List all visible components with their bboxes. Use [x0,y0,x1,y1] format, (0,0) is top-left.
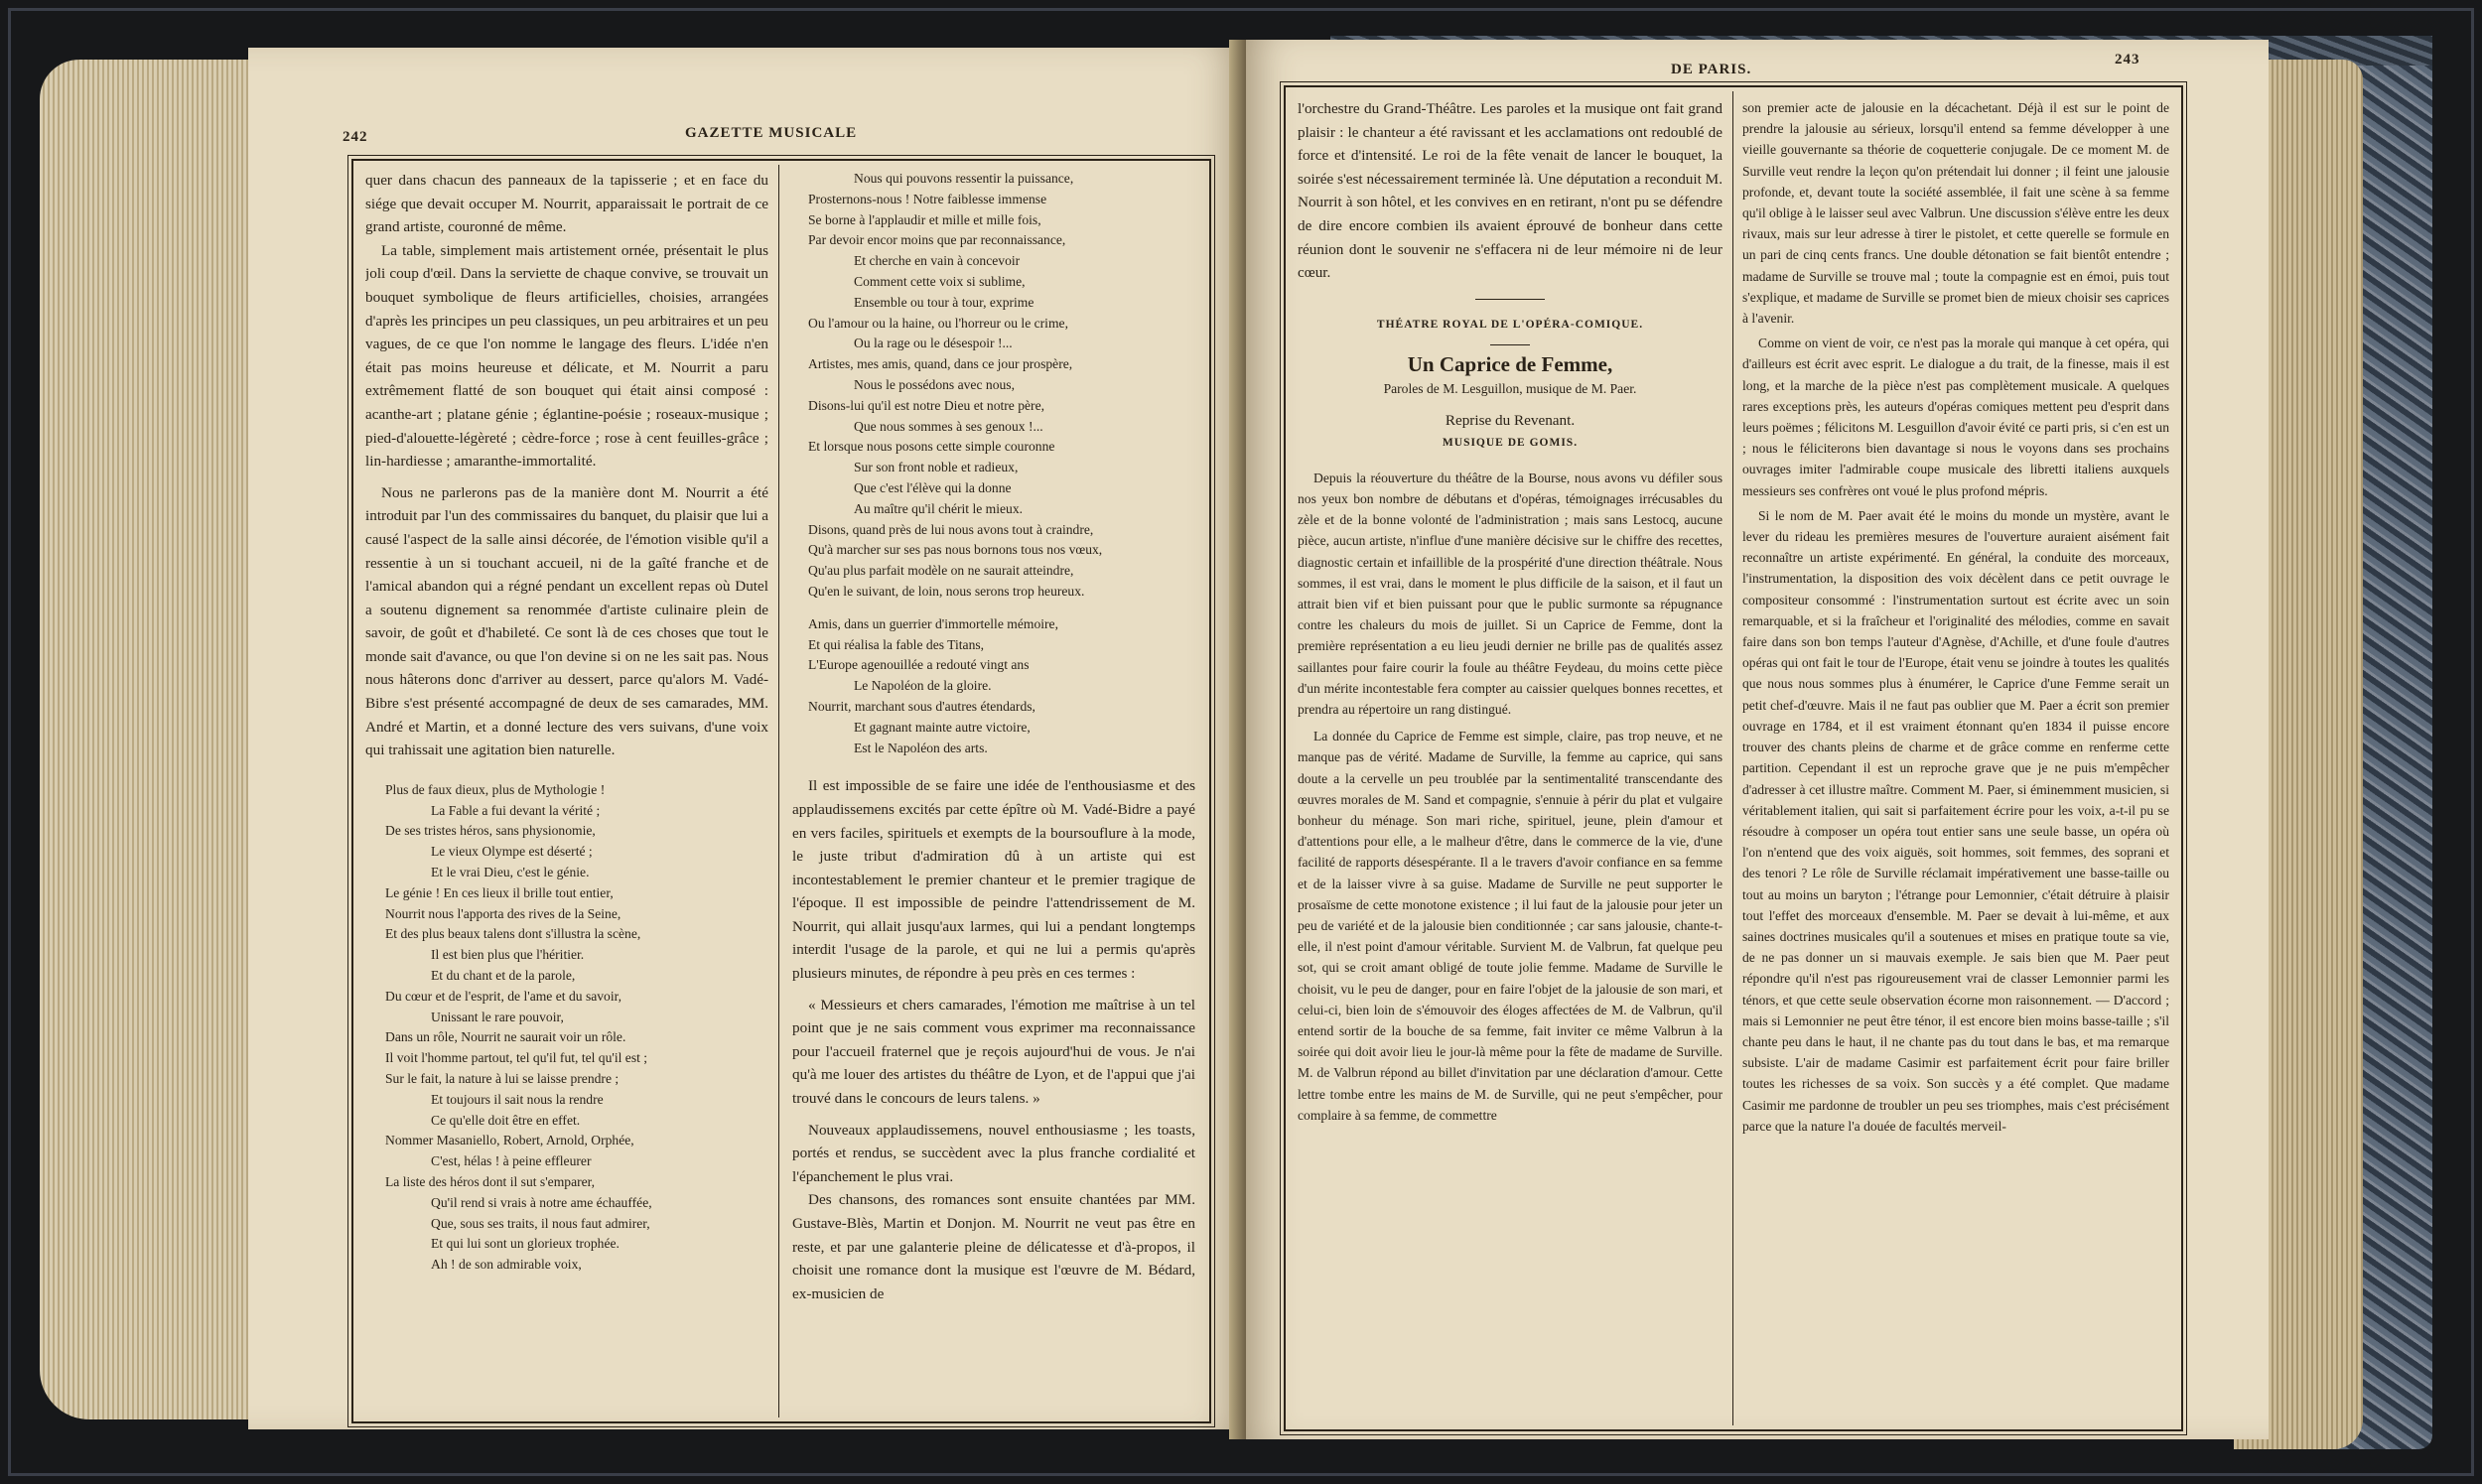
verse-line: Ou l'amour ou la haine, ou l'horreur ou le crime, [808,315,1068,331]
verse-line: Qu'à marcher sur ses pas nous bornons tous nos vœux, [808,542,1103,558]
separator-rule [1490,344,1530,345]
verse-line: Par devoir encor moins que par reconnaissance, [808,232,1066,248]
verse-line: Disons, quand près de lui nous avons tout à craindre, [808,521,1094,537]
verse-line: Et des plus beaux talens dont s'illustra la scène, [385,926,641,942]
verse-line: Nous le possédons avec nous, [854,376,1015,392]
verse-line: Dans un rôle, Nourrit ne saurait voir un rôle. [385,1029,626,1045]
theatre-heading: THÉATRE ROYAL DE L'OPÉRA-COMIQUE. [1376,318,1644,331]
verse-line: Qu'en le suivant, de loin, nous serons trop heureux. [808,583,1085,599]
right-running-head: DE PARIS. [1671,62,1752,77]
paragraph: Si le nom de M. Paer avait été le moins du monde un mystère, avant le lever du rideau les premières mesures de l'ouverture auraient aisément fait reconnaître un artiste expérimenté. En général, la conduite des morceaux, l'instrumentation, la disposition des voix décèlent dans ce petit ouvrage le compositeur consommé : l'instrumentation surtout est écrite avec un soin remarquable, et si la fraîcheur et l'originalité des mélodies, comme en savait faire dans son bon temps l'auteur d'Agnèse, d'Achille, et d'une foule d'autres opéras qui ont fait le tour de l'Europe, était venu se joindre à toutes les qualités que nous nous sommes plus à énumérer, le Caprice d'une Femme serait un petit chef-d'œuvre. Mais il ne faut pas oublier que M. Paer a écrit son premier ouvrage en 1784, et il est vraiment étonnant qu'en 1834 il puisse encore trouver des chants pleins de charme et de grâce comme en renferme cette partition. Cependant il est un reproche grave que je ne puis m'empêcher d'adresser à cet illustre maître. Comment M. Paer, si éminemment musicien, si véritablement italien, qui sait si parfaitement écrire pour les voix, a-t-il pu se résoudre à composer un opéra tout entier sans une seule basse, un opéra où l'on n'entend que des voix aiguës, soit hommes, soit femmes, des soprani et des tenori ? Le rôle de Surville réclamait impérativement une basse-taille ou tout au moins un baryton ; l'étrange pour Lemonnier, c'était détruire à plaisir tout l'effet des morceaux d'ensemble. M. Paer se devait à lui-même, et aux saines doctrines musicales qu'il a soutenues et mises en pratique toute sa vie, de ne pas donner un si mauvais exemple. Je sais bien que M. Paer peut répondre qu'il n'est pas rigoureusement vrai de classer Lemonnier parmi les ténors, et que cette seule observation écorne mon raisonnement. — D'accord ; mais si Lemonnier ne peut être ténor, il est encore bien moins basse-taille ; s'il chante peu dans le haut, il ne chante pas du tout dans le bas, et ma remarque subsiste. L'air de madame Casimir est parfaitement écrit pour faire briller toutes les richesses de sa voix. Son succès y a été complet. Que madame Casimir me pardonne de troubler un peu ses triomphes, mais c'est précisément parce que la nature l'a douée de facultés merveil- [1742,507,2169,1134]
right-column-rule [1732,91,1733,1425]
verse-line: Et toujours il sait nous la rendre [431,1091,604,1107]
verse-line: Sur le fait, la nature à lui se laisse prendre ; [385,1071,620,1086]
verse-line: Le vieux Olympe est déserté ; [431,844,593,860]
poem-part-3 [792,614,1195,759]
revenant-music: MUSIQUE DE GOMIS. [1442,437,1579,450]
verse-line: Sur son front noble et radieux, [854,460,1019,475]
left-page-number: 242 [343,129,368,145]
verse-line: Et cherche en vain à concevoir [854,253,1021,269]
verse-line: Au maître qu'il chérit le mieux. [854,500,1024,516]
verse-line: Nous qui pouvons ressentir la puissance, [854,171,1074,186]
verse-line: Se borne à l'applaudir et mille et mille fois, [808,211,1041,227]
verse-line: Le Napoléon de la gloire. [854,678,992,694]
verse-line: Il est bien plus que l'héritier. [431,947,585,963]
verse-line: Nourrit, marchant sous d'autres étendards, [808,698,1035,714]
left-column-2 [792,169,1195,1416]
verse-line: Prosternons-nous ! Notre faiblesse immense [808,191,1047,206]
verse-line: Et le vrai Dieu, c'est le génie. [431,865,590,880]
verse-line: Et gagnant mainte autre victoire, [854,719,1031,735]
play-title: Un Caprice de Femme, [1407,352,1613,377]
left-column-rule [778,165,779,1417]
verse-line: Qu'il rend si vrais à notre ame échauffée, [431,1194,652,1210]
verse-line: Qu'au plus parfait modèle on ne saurait atteindre, [808,563,1074,579]
verse-line: Amis, dans un guerrier d'immortelle mémoire, [808,615,1058,631]
paragraph: l'orchestre du Grand-Théâtre. Les paroles et la musique ont fait grand plaisir : le chanteur a été ravissant et les acclamations ont redoublé de force et d'intensité. Le roi de la fête venait de lancer le bouquet, la soirée s'est nécessairement terminée là. Une députation a reconduit M. Nourrit à son hôtel, et les convives en en retirant, n'ont pu se défendre de dire encore combien ils avaient éprouvé de bonheur dans cette réunion dont le souvenir ne s'effacera ni de leur mémoire ni de leur cœur. [1298,100,1723,282]
play-credits: Paroles de M. Lesguillon, musique de M. Paer. [1383,380,1637,396]
paragraph: La donnée du Caprice de Femme est simple, claire, pas trop neuve, et ne manque pas de vérité. Madame de Surville, la femme au caprice, qui sans doute a la cervelle un peu troublée par la sentimentalité transcendante des œuvres morales de M. Sand et compagnie, s'ennuie à périr du plat et vulgaire bonheur du ménage. Son mari riche, spirituel, jeune, plein d'amour et d'attentions pour elle, a le malheur d'être, dans le commerce de la vie, d'une facilité de rapports désespérante. Il a le travers d'avoir confiance en sa femme et de la laisser vivre à sa guise. Madame de Surville ne peut supporter le prosaïsme de cette monotone existence ; il lui faut de la jalousie pour jeter un peu de variété et de la jalousie bien conditionnée ; car sans jalousie, chante-t-elle, il n'est point d'amour véritable. Survient M. de Valbrun, fat quelque peu sot, qui se croit amant obligé de toute jolie femme. Madame de Surville le choisit, vu le peu de danger, pour en faire l'objet de la jalousie de son mari, et celui-ci, bien loin de s'émouvoir des éloges affectées de M. de Valbrun, qu'il entend sortir de la bouche de sa femme, fait inviter ce même Valbrun à la soirée qui doit avoir lieu le jour-là même pour la fête de madame de Surville. M. de Valbrun répond au billet d'invitation par une déclaration d'amour. Cette lettre tombe entre les mains de M. de Surville, qui ne peut s'empêcher, pour complaire à sa femme, de commettre [1298,729,1723,1123]
paragraph: « Messieurs et chers camarades, l'émotion me maîtrise à un tel point que je ne sais comment vous exprimer ma reconnaissance pour l'accueil fraternel que je reçois aujourd'hui de vous. Je n'ai qu'à me louer des artistes du théâtre de Lyon, et de l'appui que j'ai trouvé dans le concours de leurs talens. » [792,996,1195,1108]
verse-line: Est le Napoléon des arts. [854,740,988,755]
paragraph: Il est impossible de se faire une idée de l'enthousiasme et des applaudissemens excités par cette épître où M. Vadé-Bidre a payé en vers faciles, spirituels et exempts de la boursouflure à la mode, le juste tribut d'admiration dû à un artiste qui est incontestablement le premier chanteur et le premier tragique de l'époque. Il est impossible de peindre l'attendrissement de M. Nourrit, qui allait jusqu'aux larmes, qui lui a pendant longtemps interdit l'usage de la parole, et qui ne lui a permis qu'après plusieurs minutes, de répondre à peu près en ces termes : [792,777,1195,983]
poem-part-2 [792,169,1195,603]
paragraph: Depuis la réouverture du théâtre de la Bourse, nous avons vu défiler sous nos yeux bon nombre de débutans et d'opéras, témoignages irrécusables du zèle et de la bonne volonté de l'administration ; mais sans Lestocq, aucune pièce, aucun artiste, n'influe d'une manière décisive sur le chiffre des recettes, diagnostic certain et infaillible de la prospérité d'une direction théâtrale. Nous sommes, il est vrai, dans le moment le plus difficile de la saison, et il faut un attrait bien vif et bien puissant pour que le public surmonte sa répugnance contre les chaleurs du mois de juillet. Si un Caprice de Femme, dont la première représentation a eu lieu jeudi dernier ne brille pas de qualités assez saillantes pour faire courir la foule au théâtre Feydeau, du moins cette pièce d'un mérite incontestable fera compter au caissier quelques bonnes recettes, et prendra au répertoire un rang distingué. [1298,470,1723,717]
paragraph: Nous ne parlerons pas de la manière dont M. Nourrit a été introduit par l'un des commissaires du banquet, du plaisir que lui a causé l'aspect de la salle ainsi décorée, de l'émotion visible qu'il a ressentie à un si touchant accueil, ni de la gaîté franche et de l'amical abandon qui a régné pendant un excellent repas où Dutel a soutenu dignement sa renommée d'artiste culinaire plein de savoir, de goût et d'habileté. Ce sont là de ces choses que tout le monde sait d'avance, ou que l'on devine si on ne les sait pas. Nous nous hâterons donc d'arriver au dessert, parce qu'alors M. Vadé-Bibre s'est présenté accompagné de deux de ses camarades, MM. André et Martin, et a donné lecture des vers suivans, d'une voix qui trahissait une agitation bien naturelle. [365,483,768,759]
right-page [1246,40,2269,1439]
verse-line: Nourrit nous l'apporta des rives de la Seine, [385,905,621,921]
right-column-2 [1742,97,2169,1423]
poem-part-1 [365,780,768,1276]
left-running-head: GAZETTE MUSICALE [685,125,858,141]
verse-line: Le génie ! En ces lieux il brille tout entier, [385,884,614,900]
verse-line: Que, sous ses traits, il nous faut admirer, [431,1215,650,1231]
verse-line: Plus de faux dieux, plus de Mythologie ! [385,781,606,797]
verse-line: Que nous sommes à ses genoux !... [854,418,1043,434]
verse-line: Nommer Masaniello, Robert, Arnold, Orphée, [385,1133,634,1148]
left-column-1 [365,169,768,1416]
verse-line: Et lorsque nous posons cette simple couronne [808,439,1055,455]
separator-rule [1475,299,1545,300]
paragraph: quer dans chacun des panneaux de la tapisserie ; et en face du siége que devait occuper M. Nourrit, apparaissait le portrait de ce grand artiste, couronné de même. [365,172,768,236]
left-page [248,48,1241,1429]
verse-line: Et du chant et de la parole, [431,968,576,984]
paragraph: Nouveaux applaudissemens, nouvel enthousiasme ; les toasts, portés et rendus, se succèdent avec la plus franche cordialité et l'épanchement le plus vrai. [792,1121,1195,1185]
verse-line: Ce qu'elle doit être en effet. [431,1112,581,1128]
verse-line: Artistes, mes amis, quand, dans ce jour prospère, [808,356,1073,372]
verse-line: Unissant le rare pouvoir, [431,1009,564,1024]
verse-line: La liste des héros dont il sut s'emparer, [385,1173,596,1189]
verse-line: Comment cette voix si sublime, [854,273,1026,289]
verse-line: Disons-lui qu'il est notre Dieu et notre père, [808,397,1045,413]
verse-line: Ah ! de son admirable voix, [431,1257,582,1273]
verse-line: Que c'est l'élève qui la donne [854,479,1012,495]
verse-line: Ou la rage ou le désespoir !... [854,336,1013,351]
verse-line: Et qui lui sont un glorieux trophée. [431,1236,620,1252]
verse-line: Il voit l'homme partout, tel qu'il fut, tel qu'il est ; [385,1050,648,1066]
paragraph: son premier acte de jalousie en la décachetant. Déjà il est sur le point de prendre la jalousie au sérieux, lorsqu'il entend sa femme développer à une vieille gouvernante sa théorie de coquetterie conjugale. De ce moment M. de Surville veut rendre la leçon qu'on prétendait lui donner ; il feint une jalousie profonde, et, devant toute la société assemblée, il fait une scène à sa femme qu'il oblige à le laisser seul avec Valbrun. Une discussion s'élève entre les deux rivaux, mais sur leur adresse à tirer le pistolet, et cette querelle se formule en un pari de cinq cents francs. Une double détonation se fait bientôt entendre ; madame de Surville se trouve mal ; toute la compagnie est en émoi, puis tout s'explique, et madame de Surville se promet bien de mieux choisir ses caprices à l'avenir. [1742,100,2169,327]
verse-line: De ses tristes héros, sans physionomie, [385,823,596,839]
paragraph: Des chansons, des romances sont ensuite chantées par MM. Gustave-Blès, Martin et Donjon. M. Nourrit ne veut pas être en reste, et par une galanterie pleine de délicatesse et d'à-propos, il choisit une romance dont la musique est l'œuvre de M. Bédard, ex-musicien de [792,1191,1195,1302]
reprise-line: Reprise du Revenant. [1445,411,1576,429]
verse-line: C'est, hélas ! à peine effleurer [431,1153,592,1169]
verse-line: L'Europe agenouillée a redouté vingt ans [808,657,1030,673]
verse-line: Du cœur et de l'esprit, de l'ame et du savoir, [385,988,622,1004]
paragraph: La table, simplement mais artistement ornée, présentait le plus joli coup d'œil. Dans la serviette de chaque convive, se trouvait un bouquet symbolique de fleurs artificielles, choisies, arrangées d'après les principes un peu classiques, un peu arbitraires et un peu vagues, de ce que l'on nomme le langage des fleurs. L'idée n'en était pas moins heureuse et délicate, et M. Nourrit a paru extrêmement flatté de son bouquet qui était ainsi composé : acanthe-art ; platane génie ; églantine-poésie ; roseaux-musique ; pied-d'alouette-légèreté ; cèdre-force ; rose à cent feuilles-grâce ; lin-hardiesse ; amaranthe-immortalité. [365,241,768,471]
right-column-1 [1298,97,1723,1423]
right-page-number: 243 [2115,52,2140,67]
verse-line: La Fable a fui devant la vérité ; [431,802,601,818]
left-page-edges [40,60,258,1419]
verse-line: Et qui réalisa la fable des Titans, [808,636,985,652]
paragraph: Comme on vient de voir, ce n'est pas la morale qui manque à cet opéra, qui d'ailleurs est écrit avec esprit. Le dialogue a du trait, de la finesse, mais il est long, et la marche de la pièce n'est pas complètement musicale. A quelques rares exceptions près, les auteurs d'opéras comiques mettent peu d'esprit dans leurs poëmes ; félicitons M. Lesguillon d'avoir évité ce parti pris, si c'en est un ; nous le féliciterons bien davantage si nous le voyons dans ses prochains ouvrages imiter l'admirable coupe musicale des libretti italiens auxquels messieurs ses confrères ont voué le plus profond mépris. [1742,336,2169,498]
verse-line: Ensemble ou tour à tour, exprime [854,294,1034,310]
